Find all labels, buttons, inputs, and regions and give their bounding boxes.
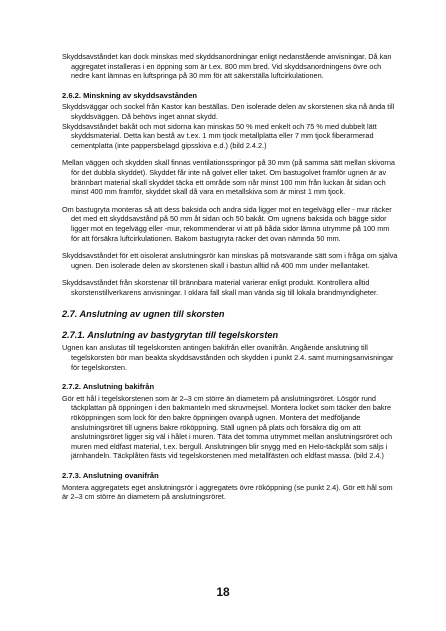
paragraph-brick-chimney: Ugnen kan anslutas till tegelskorsten antingen bakifrån eller ovanifrån. Angående anslutning till tegelskorsten bör man beakta skyddsavstånden och skydden i punkt 2.4. samt murningsanvisningar för tegelskorsten. <box>62 343 394 372</box>
page-number: 18 <box>216 585 230 599</box>
heading-2-7-3: 2.7.3. Anslutning ovanifrån <box>62 471 159 480</box>
paragraph-ventilation-gaps: Mellan väggen och skydden skall finnas ventilationsspringor på 30 mm (på samma sätt mellan skivorna för det dubbla skyddet). Skyddet får inte nå golvet eller taket. Om bastugolvet framför ugnen är av brännbart material skall skyddet täcka ett område som når minst 100 mm från luckan åt sidan och minst 400 mm framför, skyddet skall då vara en metallskiva som är minst 1 mm tjock. <box>62 158 395 197</box>
paragraph-brick-wall: Om bastugryta monteras så att dess baksida och andra sida ligger mot en tegelvägg eller - mur räcker det med ett skyddsavstånd på 50 mm åt sidan och 50 bakåt. Om ugnens baksida och bägge sidor ligger mot en tegelvägg eller -mur, rekommenderar vi att på båda sidor lämna utrymme på 100 mm för att försäkra luftcirkulationen. Bakom bastugryta räcker det ovan nämnda 50 mm. <box>62 204 392 243</box>
paragraph-protective-walls: Skyddsväggar och sockel från Kastor kan beställas. Den isolerade delen av skorstenen ska nå ända till skyddsväggen. Då behövs inget annat skydd. <box>62 102 395 121</box>
paragraph-protection-devices: Skyddsavståndet kan dock minskas med skyddsanordningar enligt nedanstående anvisningar. Då kan aggregatet installeras i en öppning som är t.ex. 800 mm bred. Vid skyddsanordningens övre och nedre kant lämnas en luftspringa på 30 mm för att säkerställa luftcirkulationen. <box>62 52 392 81</box>
paragraph-top-connection: Montera aggregatets eget anslutningsrör i aggregatets övre rököppning (se punkt 2.4). Gör ett hål som är 2–3 cm större än diametern på anslutningsröret. <box>62 482 393 502</box>
paragraph-chimney-distance: Skyddsavståndet från skorstenar till brännbara material varierar enligt produkt. Kontrollera alltid skorstenstillverkarens anvisningar. I oklara fall skall man vända sig till lokala brandmyndigheter. <box>62 278 379 297</box>
heading-2-6-2: 2.6.2. Minskning av skyddsavstånden <box>62 90 198 100</box>
heading-2-7-2: 2.7.2. Anslutning bakifrån <box>62 382 155 392</box>
paragraph-reduce-distance: Skyddsavståndet bakåt och mot sidorna kan minskas 50 % med enkelt och 75 % med dubbelt lätt skyddsmaterial. Detta kan bestå av t.ex. 1 mm tjock metallplatta eller 7 mm tjock fiberarmerad cementplatta (inte pappersbelagd gipsskiva e.d.) (bild 2.4.2.) <box>62 121 377 150</box>
paragraph-rear-connection: Gör ett hål i tegelskorstenen som är 2–3 cm större än diametern på anslutningsröret. Lösgör rund täckplattan på öppningen i den bakmanteln med skruvmejsel. Montera locket som täcker den bakre rököppningen som lock för den bakre öppningen ovanpå ugnen. Montera det medföljande anslutningsröret till ugnens bakre rököppning. Ställ ugnen på plats och försäkra dig om att anslutningsröret ligger sig väl i hålet i muren. Täta det tomma utrymmet mellan anslutningsröret och muren med eldfast material, t.ex. bergull. Anslutningen blir snygg med en Helo-täckplåt som säljs i järnhandeln. Täckplåten fästs vid tegelskorstenen med metallfästen och eldfast massa. (bild 2.4.) <box>62 393 393 461</box>
paragraph-connection-pipe: Skyddsavståndet för ett oisolerat anslutningsrör kan minskas på motsvarande sätt som i fråga om själva ugnen. Den isolerade delen av skorstenen skall i bastun alltid nå 400 mm under mellantaket. <box>62 251 398 270</box>
heading-2-7-1: 2.7.1. Anslutning av bastygrytan till tegelskorsten <box>62 330 279 341</box>
heading-2-7: 2.7. Anslutning av ugnen till skorsten <box>62 309 225 320</box>
